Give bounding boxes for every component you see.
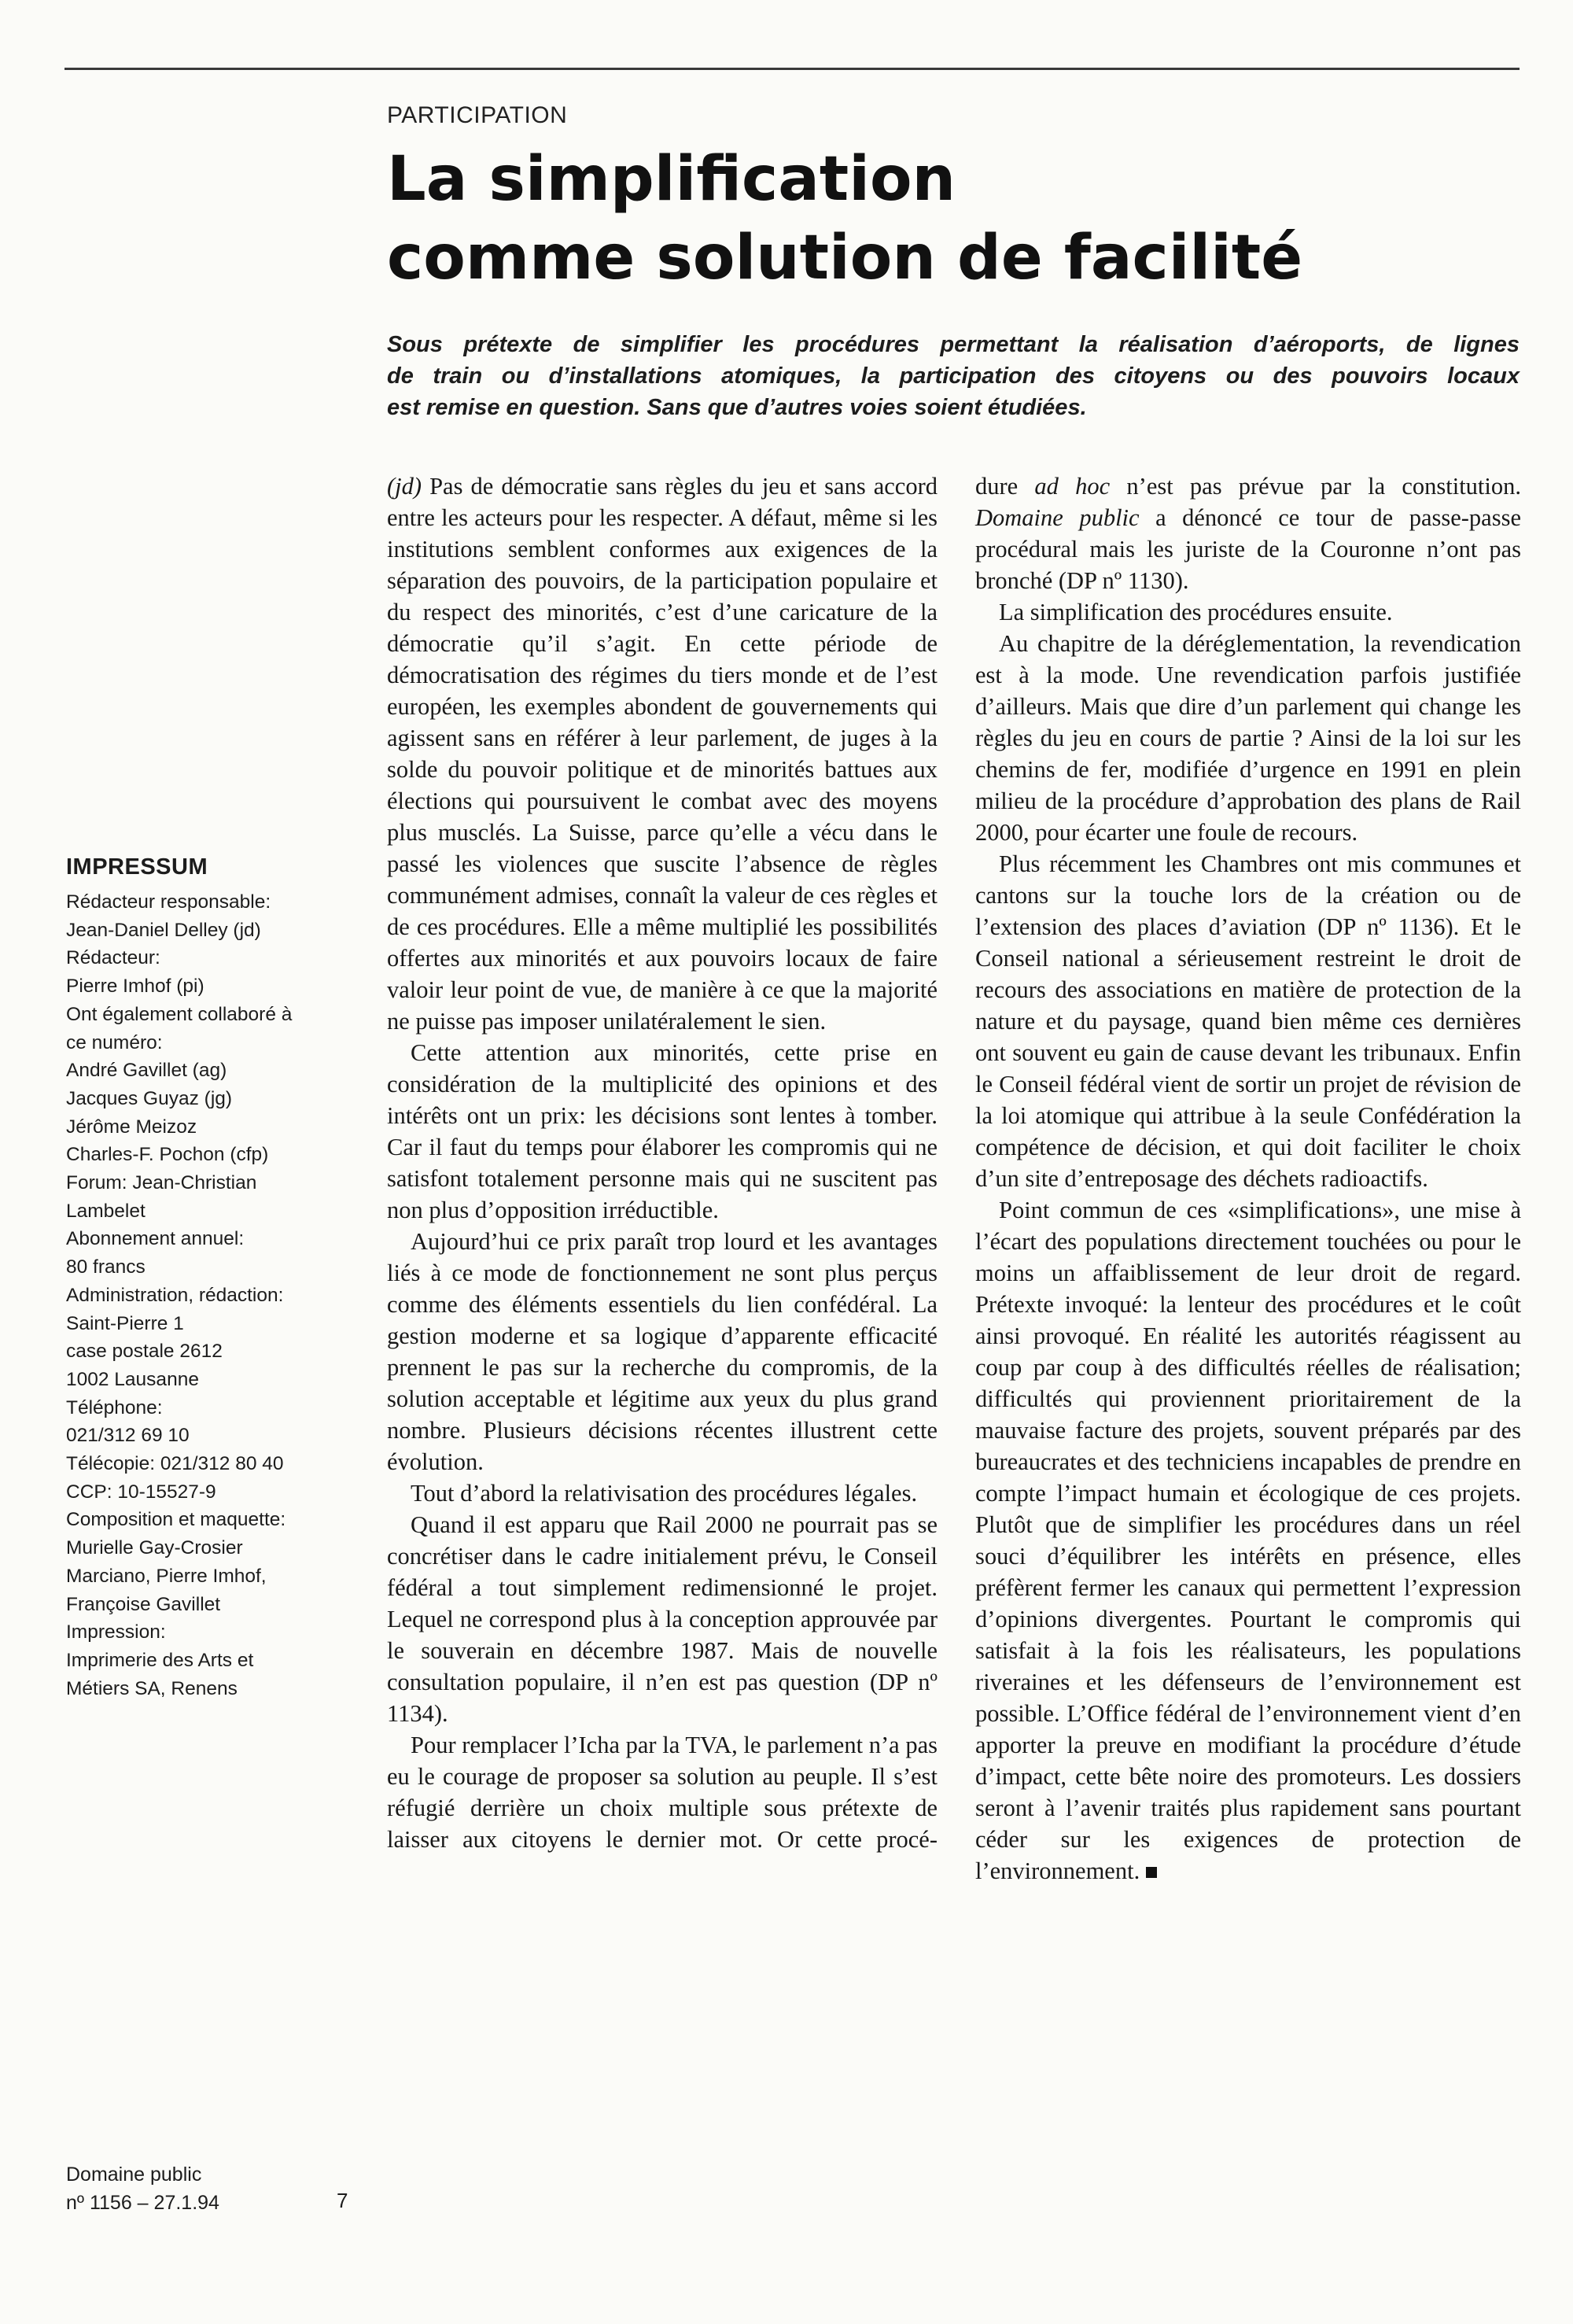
- impressum-line: Jérôme Meizoz: [66, 1116, 197, 1138]
- issue-info: nº 1156 – 27.1.94: [66, 2192, 219, 2214]
- paragraph-text: dure: [975, 473, 1019, 500]
- impressum-line: Téléphone:: [66, 1396, 163, 1418]
- impressum-box: [66, 854, 365, 1702]
- impressum-heading: IMPRESSUM: [66, 854, 208, 880]
- paragraph: Cette attention aux minorités, cette prise en considération de la multiplicité des opinions et des intérêts ont un prix: les décisions sont lentes à tomber. Car il faut du temps pour élaborer les compromis qui ne satisfont totalement personne mais qui ne suscitent pas non plus d’opposition irréductible.: [387, 1039, 938, 1223]
- impressum-line: Jean-Daniel Delley (jd): [66, 919, 261, 941]
- impressum-line: Rédacteur:: [66, 947, 160, 969]
- impressum-line: Métiers SA, Renens: [66, 1677, 238, 1699]
- impressum-line: CCP: 10-15527-9: [66, 1481, 216, 1503]
- page-number: 7: [337, 2189, 348, 2212]
- paragraph: Pour remplacer l’Icha par la TVA, le parlement n’a pas eu le courage de proposer sa solution au peuple. Il s’est réfugié derrière un choix multiple sous prétexte de laisser aux citoyens le dernier mot. Or cette procé-: [387, 1732, 938, 1853]
- paragraph: Au chapitre de la déréglementation, la revendication est à la mode. Une revendication parfois justifiée d’ailleurs. Mais que dire d’un parlement qui change les règles du jeu en cours de partie ? Ainsi de la loi sur les chemins de fer, modifiée d’urgence en 1991 en plein milieu de la procédure d’approbation des plans de Rail 2000, pour écarter une foule de recours.: [975, 630, 1521, 846]
- impressum-line: 80 francs: [66, 1256, 146, 1278]
- paragraph: [975, 1194, 1521, 1887]
- impressum-line: Murielle Gay-Crosier: [66, 1537, 243, 1559]
- impressum-line: Marciano, Pierre Imhof,: [66, 1565, 267, 1587]
- impressum-line: Télécopie: 021/312 80 40: [66, 1453, 284, 1475]
- impressum-line: 1002 Lausanne: [66, 1368, 199, 1390]
- article-column-2: [975, 470, 1521, 1887]
- paragraph: Aujourd’hui ce prix paraît trop lourd et les avantages liés à ce mode de fonctionnement ne sont plus perçus comme des éléments essentiels du lien confédéral. La gestion moderne et sa logique d’apparente efficacité prennent le pas sur la recherche du compromis, de la solution acceptable et légitime aux yeux du plus grand nombre. Plusieurs décisions récentes illustrent cette évolution.: [387, 1228, 938, 1475]
- paragraph: Tout d’abord la relativisation des procédures légales.: [411, 1480, 918, 1507]
- impressum-line: Jacques Guyaz (jg): [66, 1087, 233, 1109]
- end-of-article-mark: [1146, 1867, 1157, 1878]
- issue-footer: [66, 2160, 357, 2217]
- impressum-line: Françoise Gavillet: [66, 1593, 221, 1615]
- lede-line-1: Sous prétexte de simplifier les procédures permettant la réalisation d’aéroports, de lignes: [387, 332, 1520, 357]
- paragraph: Quand il est apparu que Rail 2000 ne pourrait pas se concrétiser dans le cadre initialement prévu, le Conseil fédéral a tout simplement redimensionné le projet. Lequel ne correspond plus à la conception approuvée par le souverain en décembre 1987. Mais de nouvelle consultation populaire, il n’en est pas question (DP nº 1134).: [387, 1511, 938, 1727]
- paragraph: [387, 470, 938, 1037]
- impressum-line: Pierre Imhof (pi): [66, 976, 204, 998]
- impressum-line: Saint-Pierre 1: [66, 1312, 184, 1334]
- impressum-line: Lambelet: [66, 1200, 146, 1222]
- lede-line-2: de train ou d’installations atomiques, la participation des citoyens ou des pouvoirs locaux: [387, 363, 1520, 389]
- impressum-line: Administration, rédaction:: [66, 1284, 284, 1306]
- impressum-line: Forum: Jean-Christian: [66, 1172, 257, 1194]
- impressum-line: Charles-F. Pochon (cfp): [66, 1144, 269, 1166]
- article-title: [387, 140, 1409, 297]
- lede-line-3: est remise en question. Sans que d’autres voies soient étudiées.: [387, 395, 1087, 420]
- title-line-2: comme solution de facilité: [387, 223, 1303, 293]
- article-lede: [387, 329, 1520, 423]
- paragraph-text: Point commun de ces «simplifications», une mise à l’écart des populations directement touchées ou pour le moins un affaiblissement de leur droit de regard. Prétexte invoqué: la lenteur des procédures et le coût ainsi provoqué. En réalité les autorités réagissent au coup par coup à des difficultés réelles de réalisation; difficultés qui proviennent prioritairement de la mauvaise facture des projets, souvent préparés par des bureaucrates et des techniciens incapables de prendre en compte l’impact humain et écologique de ces projets. Plutôt que de simplifier les procédures dans un réel souci d’équilibrer les intérêts en présence, elles préfèrent fermer les canaux qui permettent l’expression d’opinions divergentes. Pourtant le compromis qui satisfait à la fois les réalisateurs, les populations riveraines et les défenseurs de l’environnement est possible. L’Office fédéral de l’environnement vient d’en apporter la preuve en modifiant la procédure d’étude d’impact, cette bête noire des promoteurs. Les dossiers seront à l’avenir traités plus rapidement sans pourtant céder sur les exigences de protection de l’environnement.: [975, 1197, 1521, 1884]
- impressum-line: Impression:: [66, 1621, 166, 1643]
- paragraph: [975, 470, 1521, 596]
- top-rule: [64, 68, 1520, 70]
- paragraph-text: Pas de démocratie sans règles du jeu et sans accord entre les acteurs pour les respecter. A défaut, même si les institutions semblent conformes aux exigences de la séparation des pouvoirs, de la participation populaire et du respect des minorités, c’est d’une caricature de la démocratie qu’il s’agit. En cette période de démocratisation des régimes du tiers monde et de l’est européen, les exemples abondent de gouvernements qui agissent sans en référer à leur parlement, de juges à la solde du pouvoir politique et de minorités battues aux élections qui poursuivent le combat avec des moyens plus musclés. La Suisse, parce qu’elle a vécu dans le passé les violences que suscite l’absence de règles communément admises, connaît la valeur de ces règles et de ces procédures. Elle a même multiplié les possibilités offertes aux minorités et aux pouvoirs locaux de faire valoir leur point de vue, de manière à ce que la majorité ne puisse pas imposer unilatéralement le sien.: [387, 473, 938, 1035]
- paragraph-text: n’est pas prévue par la constitution.: [1126, 473, 1522, 500]
- impressum-line: ce numéro:: [66, 1031, 163, 1053]
- article-column-1: [387, 470, 938, 1855]
- impressum-line: André Gavillet (ag): [66, 1060, 227, 1082]
- emphasis: ad hoc: [1034, 473, 1111, 500]
- impressum-line: Ont également collaboré à: [66, 1003, 293, 1025]
- paragraph: Plus récemment les Chambres ont mis communes et cantons sur la touche lors de la création ou de l’extension des places d’aviation (DP nº 1136). Et le Conseil national a sérieusement restreint le droit de recours des associations en matière de protection de la nature et du paysage, quand bien même ces dernières ont souvent eu gain de cause devant les tribunaux. Enfin le Conseil fédéral vient de sortir un projet de révision de la loi atomique qui attribue à la seule Confédération la compétence de décision, et qui doit faciliter le choix d’un site d’entreposage des déchets radioactifs.: [975, 850, 1521, 1192]
- impressum-line: 021/312 69 10: [66, 1425, 190, 1447]
- paragraph: La simplification des procédures ensuite.: [999, 599, 1393, 625]
- title-line-1: La simplification: [387, 144, 956, 215]
- emphasis: Domaine public: [975, 504, 1140, 531]
- impressum-line: Abonnement annuel:: [66, 1228, 245, 1250]
- section-rubric: PARTICIPATION: [387, 102, 568, 128]
- publication-name: Domaine public: [66, 2164, 202, 2186]
- author-initials: (jd): [387, 473, 422, 500]
- paragraph-text: a dénoncé ce tour de passe-passe procédural mais les juriste de la Couronne n’ont pas bronché (DP nº 1130).: [975, 504, 1521, 594]
- impressum-line: Composition et maquette:: [66, 1509, 286, 1531]
- impressum-line: case postale 2612: [66, 1341, 223, 1363]
- impressum-line: Rédacteur responsable:: [66, 891, 271, 913]
- impressum-line: Imprimerie des Arts et: [66, 1649, 254, 1671]
